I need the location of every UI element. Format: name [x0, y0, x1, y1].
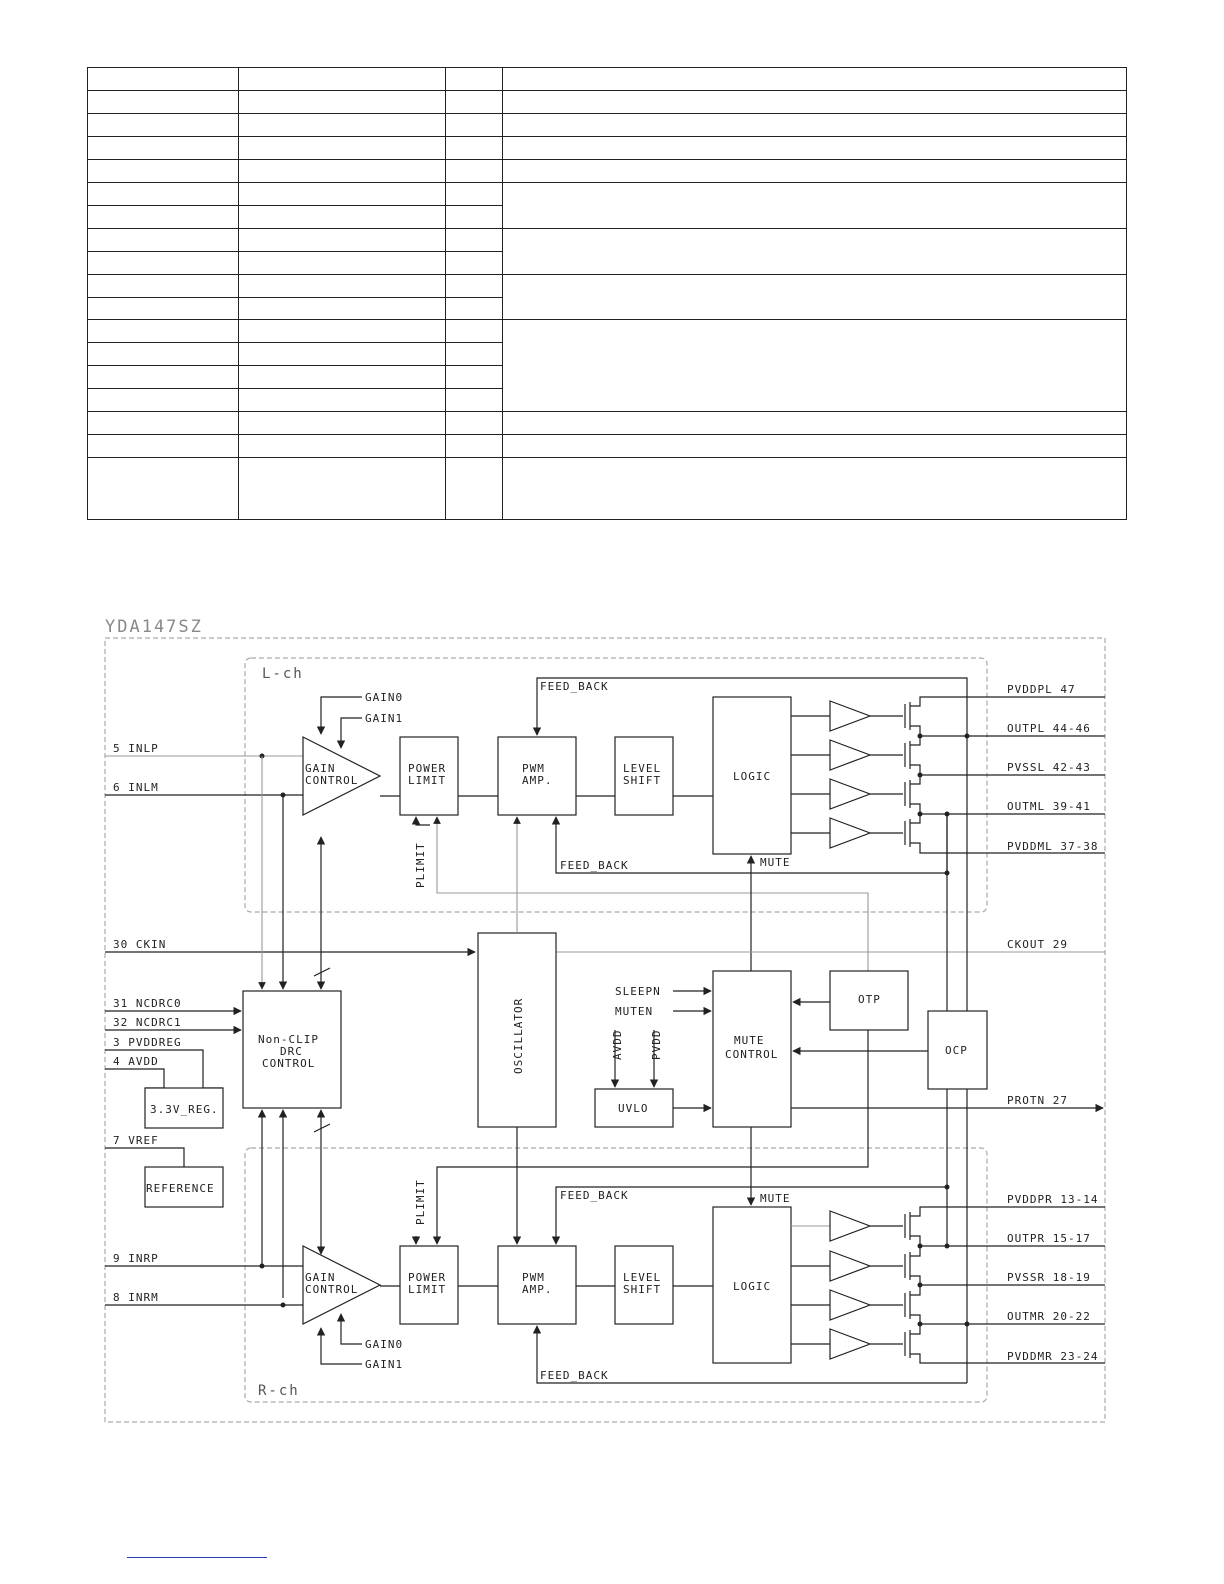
- pin-inlm: 6 INLM: [113, 781, 159, 794]
- table-row: [88, 113, 1127, 136]
- svg-text:LOGIC: LOGIC: [733, 1280, 772, 1293]
- svg-text:CONTROL: CONTROL: [262, 1057, 316, 1070]
- pin-inrm: 8 INRM: [113, 1291, 159, 1304]
- rch-label: R-ch: [258, 1383, 300, 1399]
- rch-gain0: GAIN0: [365, 1338, 404, 1351]
- pin-outml: OUTML 39-41: [1007, 800, 1091, 813]
- table-row: [88, 159, 1127, 182]
- pin-description-table: [87, 67, 1127, 520]
- block-diagram: [0, 600, 1224, 1440]
- svg-text:POWER: POWER: [408, 1271, 447, 1284]
- svg-text:SHIFT: SHIFT: [623, 1283, 662, 1296]
- lch-label: L-ch: [262, 666, 304, 682]
- pin-outpl: OUTPL 44-46: [1007, 722, 1091, 735]
- svg-text:POWER: POWER: [408, 762, 447, 775]
- svg-text:CONTROL: CONTROL: [305, 1283, 359, 1296]
- sleepn-label: SLEEPN: [615, 985, 661, 998]
- svg-text:GAIN: GAIN: [305, 1271, 336, 1284]
- table-row: [88, 136, 1127, 159]
- rch-gain1: GAIN1: [365, 1358, 404, 1371]
- pin-protn: PROTN 27: [1007, 1094, 1068, 1107]
- pin-ncdrc1: 32 NCDRC1: [113, 1016, 182, 1029]
- svg-text:LIMIT: LIMIT: [408, 774, 447, 787]
- svg-text:AMP.: AMP.: [522, 1283, 553, 1296]
- table-row: [88, 412, 1127, 435]
- pin-inlp: 5 INLP: [113, 742, 159, 755]
- svg-text:Non-CLIP: Non-CLIP: [258, 1033, 319, 1046]
- lch-plimit: PLIMIT: [414, 842, 427, 888]
- pin-pvddmr: PVDDMR 23-24: [1007, 1350, 1099, 1363]
- svg-text:LIMIT: LIMIT: [408, 1283, 447, 1296]
- lch-control-label: CONTROL: [305, 774, 359, 787]
- pin-inrp: 9 INRP: [113, 1252, 159, 1265]
- svg-text:DRC: DRC: [280, 1045, 303, 1058]
- table-row: [88, 228, 1127, 251]
- rch-feedback-top: FEED_BACK: [560, 1189, 629, 1202]
- svg-text:CONTROL: CONTROL: [725, 1048, 779, 1061]
- table-row: [88, 90, 1127, 113]
- table-row: [88, 320, 1127, 343]
- svg-text:LEVEL: LEVEL: [623, 762, 662, 775]
- lch-gain1: GAIN1: [365, 712, 404, 725]
- svg-text:MUTE: MUTE: [734, 1034, 765, 1047]
- pin-outmr: OUTMR 20-22: [1007, 1310, 1091, 1323]
- svg-text:LOGIC: LOGIC: [733, 770, 772, 783]
- lch-mute: MUTE: [760, 856, 791, 869]
- pin-pvddml: PVDDML 37-38: [1007, 840, 1099, 853]
- svg-text:LEVEL: LEVEL: [623, 1271, 662, 1284]
- rch-feedback-bottom: FEED_BACK: [540, 1369, 609, 1382]
- table-row: [88, 182, 1127, 205]
- muten-label: MUTEN: [615, 1005, 654, 1018]
- svg-text:REFERENCE: REFERENCE: [146, 1182, 215, 1195]
- uvlo-pvdd: PVDD: [650, 1029, 663, 1060]
- pin-outpr: OUTPR 15-17: [1007, 1232, 1091, 1245]
- svg-text:3.3V_REG.: 3.3V_REG.: [150, 1103, 219, 1116]
- lch-gain-label: GAIN: [305, 762, 336, 775]
- svg-text:SHIFT: SHIFT: [623, 774, 662, 787]
- svg-text:UVLO: UVLO: [618, 1102, 649, 1115]
- lch-feedback-top: FEED_BACK: [540, 680, 609, 693]
- rch-driver-stage: [791, 1207, 1105, 1363]
- pin-pvddreg: 3 PVDDREG: [113, 1036, 182, 1049]
- pin-pvssr: PVSSR 18-19: [1007, 1271, 1091, 1284]
- lch-feedback-bottom: FEED_BACK: [560, 859, 629, 872]
- pin-ckout: CKOUT 29: [1007, 938, 1068, 951]
- svg-text:OCP: OCP: [945, 1044, 968, 1057]
- lch-gain0: GAIN0: [365, 691, 404, 704]
- pin-pvssl: PVSSL 42-43: [1007, 761, 1091, 774]
- footer-link-underline[interactable]: [127, 1557, 267, 1558]
- svg-text:PWM: PWM: [522, 1271, 545, 1284]
- pin-ckin: 30 CKIN: [113, 938, 167, 951]
- pin-ncdrc0: 31 NCDRC0: [113, 997, 182, 1010]
- pin-avdd: 4 AVDD: [113, 1055, 159, 1068]
- rch-plimit: PLIMIT: [414, 1179, 427, 1225]
- table-row: [88, 274, 1127, 297]
- svg-text:OSCILLATOR: OSCILLATOR: [512, 997, 525, 1074]
- chip-title: YDA147SZ: [105, 617, 203, 637]
- table-row: [88, 68, 1127, 91]
- rch-mute: MUTE: [760, 1192, 791, 1205]
- uvlo-avdd: AVDD: [611, 1029, 624, 1060]
- svg-text:OTP: OTP: [858, 993, 881, 1006]
- table-row: [88, 458, 1127, 520]
- svg-text:PWM: PWM: [522, 762, 545, 775]
- pin-pvddpl: PVDDPL 47: [1007, 683, 1076, 696]
- svg-text:AMP.: AMP.: [522, 774, 553, 787]
- lch-driver-stage: [791, 697, 1105, 853]
- pin-pvddpr: PVDDPR 13-14: [1007, 1193, 1099, 1206]
- pin-vref: 7 VREF: [113, 1134, 159, 1147]
- table-row: [88, 435, 1127, 458]
